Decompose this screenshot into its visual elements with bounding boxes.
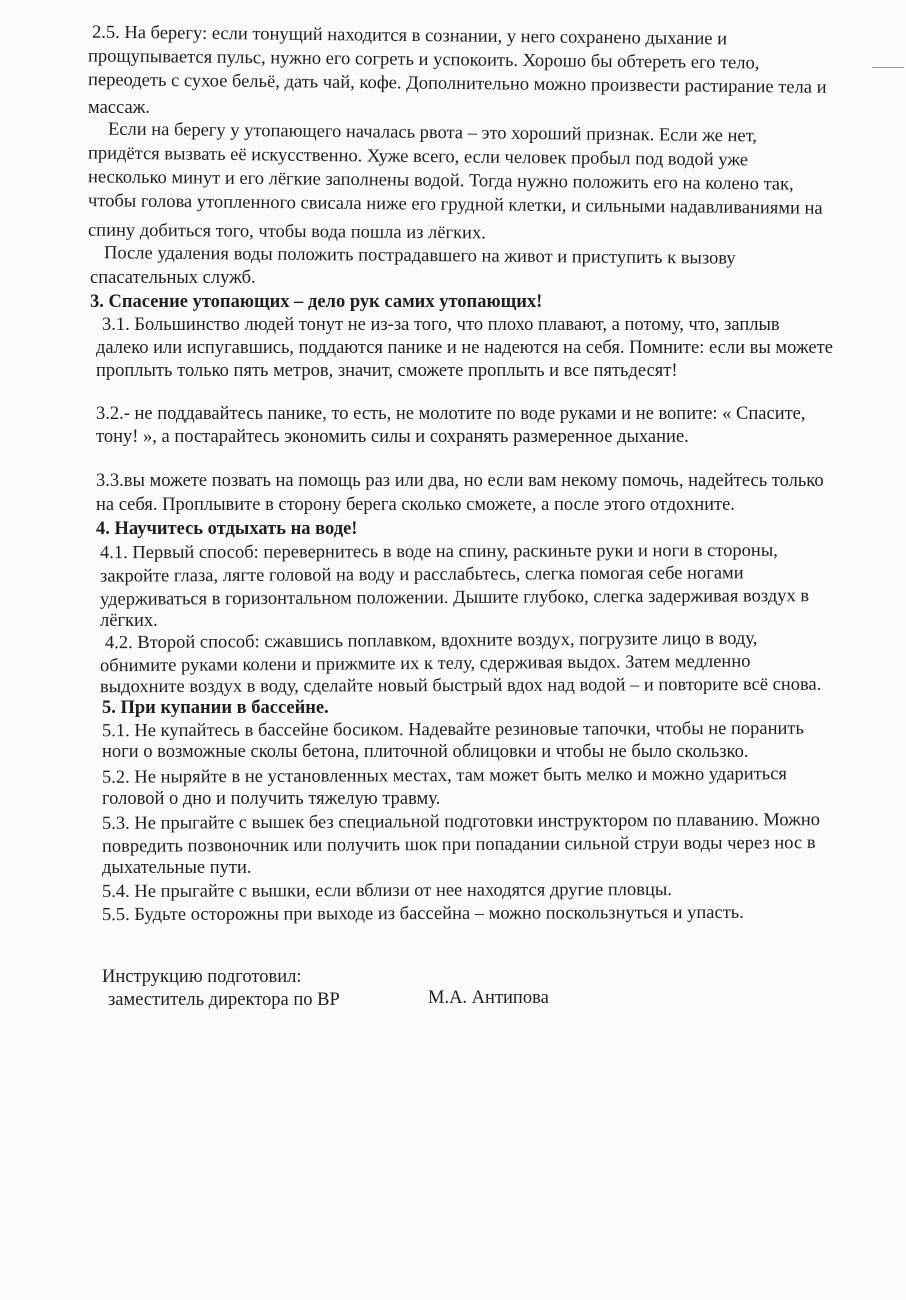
text-line: несколько минут и его лёгкие заполнены водой. Тогда нужно положить его на колено так, bbox=[87, 167, 794, 195]
text-line: повредить позвоночник или получить шок при попадании сильной струи воды через нос в bbox=[101, 833, 816, 857]
text-line: 3.2.- не поддавайтесь панике, то есть, не молотите по воде руками и не вопите: « Спасите, bbox=[96, 404, 806, 424]
text-line: обнимите руками колени и прижмите их к телу, сдерживая выдох. Затем медленно bbox=[99, 651, 751, 677]
section-heading: 4. Научитесь отдыхать на воде! bbox=[96, 519, 358, 539]
text-line: 5.2. Не ныряйте в не установленных местах, там может быть мелко и можно удариться bbox=[101, 764, 787, 788]
text-line: переодеть с сухое бельё, дать чай, кофе. Дополнительно можно произвести растирание тела и bbox=[87, 70, 827, 98]
text-line: 5.3. Не прыгайте с вышек без специальной подготовки инструктором по плаванию. Можно bbox=[101, 810, 821, 834]
text-line: После удаления воды положить пострадавшего на живот и приступить к вызову bbox=[103, 243, 736, 269]
text-line: тону! », а постарайтесь экономить силы и сохранять размеренное дыхание. bbox=[96, 427, 689, 447]
text-line: 5.5. Будьте осторожны при выходе из бассейна – можно поскользнуться и упасть. bbox=[101, 902, 744, 926]
section-heading: 5. При купании в бассейне. bbox=[102, 698, 329, 718]
text-line: спину добиться того, чтобы вода пошла из лёгких. bbox=[87, 220, 486, 244]
text-line: Если на берегу у утопающего началась рвота – это хороший признак. Если же нет, bbox=[107, 119, 758, 147]
text-line: ноги о возможные сколы бетона, плиточной облицовки и чтобы не было скользко. bbox=[102, 742, 749, 762]
text-line: 4.2. Второй способ: сжавшись поплавком, вдохните воздух, погрузите лицо в воду, bbox=[104, 628, 758, 654]
text-line: массаж. bbox=[88, 98, 151, 118]
text-line: 5.1. Не купайтесь в бассейне босиком. Надевайте резиновые тапочки, чтобы не поранить bbox=[101, 718, 804, 742]
section-heading: 3. Спасение утопающих – дело рук самих утопающих! bbox=[90, 292, 543, 312]
text-line: головой о дно и получить тяжелую травму. bbox=[102, 789, 441, 809]
text-line: лёгких. bbox=[100, 611, 158, 631]
text-line: 2.5. На берегу: если тонущий находится в сознании, у него сохранено дыхание и bbox=[91, 22, 728, 50]
text-line: 3.1. Большинство людей тонут не из-за того, что плохо плавают, а потому, что, заплыв bbox=[102, 315, 780, 335]
text-line: закройте глаза, лягте головой на воду и расслабьтесь, слегка помогая себе ногами bbox=[99, 563, 744, 587]
text-line: на себя. Проплывите в сторону берега сколько сможете, а после этого отдохните. bbox=[96, 495, 735, 515]
scan-mark bbox=[872, 67, 904, 68]
text-line: 3.3.вы можете позвать на помощь раз или два, но если вам некому помочь, надейтесь только bbox=[96, 471, 824, 491]
text-line: спасательных служб. bbox=[90, 268, 256, 288]
text-line: чтобы голова утопленного свисала ниже его грудной клетки, и сильными надавливаниями на bbox=[87, 191, 823, 219]
signature-name: М.А. Антипова bbox=[428, 988, 549, 1008]
text-line: придётся вызвать её искусственно. Хуже всего, если человек пробыл под водой уже bbox=[87, 143, 749, 171]
text-line: дыхательные пути. bbox=[102, 858, 252, 878]
signature-position: заместитель директора по ВР bbox=[108, 990, 340, 1010]
text-line: 5.4. Не прыгайте с вышки, если вблизи от нее находятся другие пловцы. bbox=[101, 880, 672, 902]
text-line: далеко или испугавшись, поддаются панике и не надеются на себя. Помните: если вы можете bbox=[96, 338, 833, 358]
signature-prepared-by: Инструкцию подготовил: bbox=[102, 967, 302, 987]
text-line: 4.1. Первый способ: перевернитесь в воде на спину, раскиньте руки и ноги в стороны, bbox=[99, 540, 778, 564]
text-line: прощупывается пульс, нужно его согреть и успокоить. Хорошо бы обтереть его тело, bbox=[87, 46, 760, 74]
text-line: выдохните воздух в воду, сделайте новый быстрый вдох над водой – и повторите всё снова. bbox=[99, 674, 822, 698]
text-line: проплыть только пять метров, значит, сможете проплыть и все пятьдесят! bbox=[96, 361, 678, 381]
text-line: удерживаться в горизонтальном положении. Дышите глубоко, слегка задерживая воздух в bbox=[99, 586, 810, 610]
